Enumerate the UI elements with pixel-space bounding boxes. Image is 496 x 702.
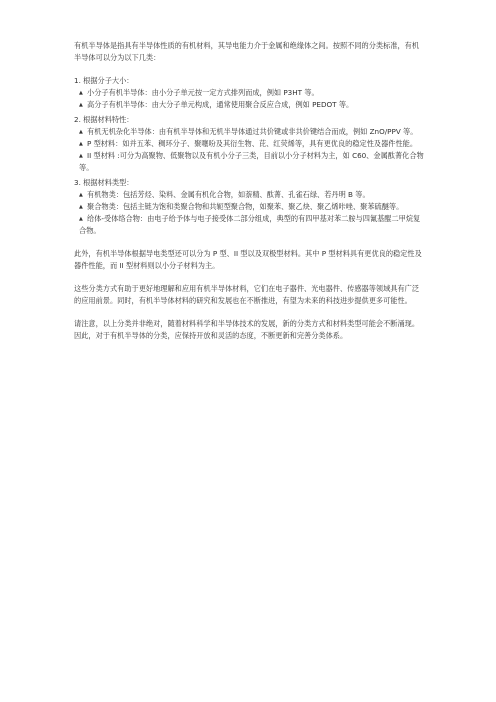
triangle-bullet-icon: ▲ (79, 128, 83, 135)
triangle-bullet-icon: ▲ (79, 191, 83, 198)
list-item: ▲ 高分子有机半导体：由大分子单元构成，通常使用聚合反应合成，例如 PEDOT 等。 (74, 99, 426, 111)
note-paragraph: 请注意，以上分类并非绝对，随着材料科学和半导体技术的发展，新的分类方式和材料类型可能会不断涌现。因此，对于有机半导体的分类，应保持开放和灵活的态度，不断更新和完善分类体系。 (74, 318, 420, 341)
list-item: ▲ 有机无机杂化半导体：由有机半导体和无机半导体通过共价键或非共价键结合而成，例如 ZnO/PPV 等。 (74, 126, 426, 138)
list-item: ▲ 给体-受体络合物：由电子给予体与电子接受体二部分组成，典型的有四甲基对苯二胺与四氰基醌二甲烷复合物。 (79, 214, 421, 236)
section-heading-property: 2. 根据材料特性： (74, 114, 134, 124)
list-item: ▲ 有机物类：包括芳烃、染料、金属有机化合物，如萘精、酞菁、孔雀石绿、若丹明 B 等。 (74, 189, 426, 201)
triangle-bullet-icon: ▲ (79, 90, 83, 97)
document-body (74, 40, 426, 353)
classification-list (74, 75, 426, 238)
list-item: ▲ P 型材料：如并五苯、稠环分子、聚噻吩及其衍生物、芘、红荧烯等，具有更优良的稳定性及器件性能。 (74, 138, 426, 150)
triangle-bullet-icon: ▲ (79, 153, 83, 160)
list-item: ▲ 聚合物类：包括主链为饱和类聚合物和共轭型聚合物，如聚苯、聚乙炔、聚乙烯咔唑、聚苯硫醚等。 (74, 201, 426, 213)
list-item: ▲ II 型材料 :可分为高聚物、低聚物以及有机小分子三类，目前以小分子材料为主，如 C60、金属酞菁化合物等。 (79, 151, 424, 173)
applications-paragraph: 这些分类方式有助于更好地理解和应用有机半导体材料，它们在电子器件、光电器件、传感器等领域具有广泛的应用前景。同时，有机半导体材料的研究和发展也在不断推进，有望为未来的科技进步提供更多可能性。 (74, 283, 420, 306)
section-heading-type: 3. 根据材料类型： (74, 177, 134, 187)
triangle-bullet-icon: ▲ (79, 102, 83, 109)
triangle-bullet-icon: ▲ (79, 203, 83, 210)
triangle-bullet-icon: ▲ (79, 140, 83, 147)
conductivity-type-paragraph: 此外，有机半导体根据导电类型还可以分为 P 型、II 型以及双极型材料。其中 P 型材料具有更优良的稳定性及器件性能，而 II 型材料则以小分子材料为主。 (74, 249, 422, 271)
list-item: ▲ 小分子有机半导体：由小分子单元按一定方式排列而成，例如 P3HT 等。 (74, 87, 426, 99)
section-heading-size: 1. 根据分子大小： (74, 75, 134, 85)
triangle-bullet-icon: ▲ (79, 216, 83, 223)
intro-paragraph: 有机半导体是指具有半导体性质的有机材料，其导电能力介于金属和绝缘体之间。按照不同的分类标准，有机半导体可以分为以下几类： (74, 41, 420, 63)
